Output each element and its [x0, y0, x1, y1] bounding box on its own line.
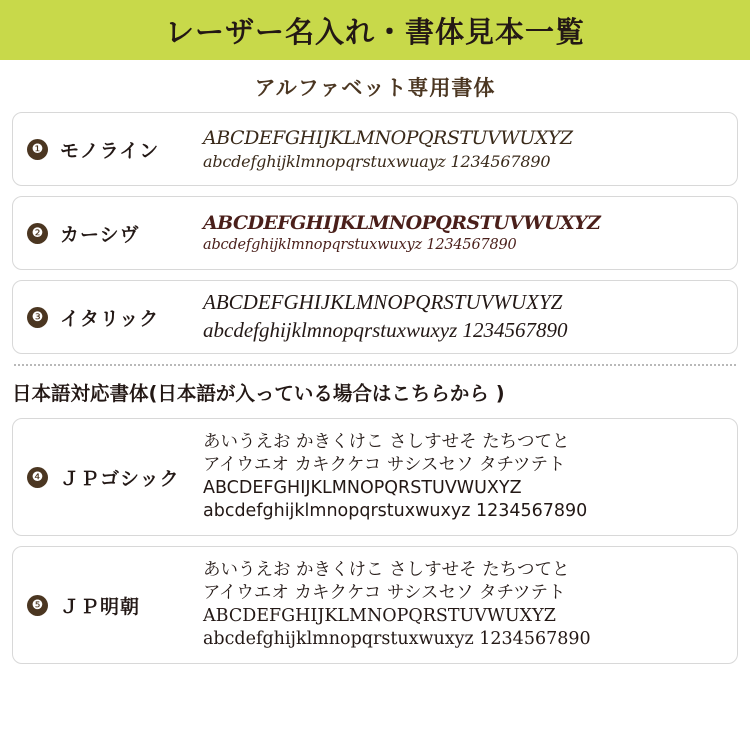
row-label [17, 220, 203, 247]
font-sample [203, 126, 733, 172]
font-name-label: モノライン [60, 139, 160, 162]
section-heading-alphabet: アルファベット専用書体 [254, 76, 496, 100]
font-sample [203, 559, 733, 651]
font-sample [203, 289, 733, 344]
sample-line-lowercase: abcdefghijklmnopqrstuxwuxyz 1234567890 [203, 318, 568, 342]
sample-line-uppercase: ABCDEFGHIJKLMNOPQRSTUVWUXYZ [203, 290, 563, 315]
row-label [17, 304, 203, 331]
font-sample [203, 211, 733, 255]
section-heading-japanese: 日本語対応書体(日本語が入っている場合はこちらから ) [12, 382, 505, 405]
row-label [17, 136, 203, 163]
sample-line-uppercase: ABCDEFGHIJKLMNOPQRSTUVWUXYZ [203, 211, 601, 234]
font-sample [203, 431, 733, 523]
table-row[interactable] [12, 196, 738, 270]
sample-line-hiragana: あいうえお かきくけこ さしすせそ たちつてと [203, 431, 570, 452]
sample-line-lowercase: abcdefghijklmnopqrstuxwuxyz 1234567890 [203, 236, 517, 253]
font-name-label: カーシヴ [60, 223, 140, 246]
number-badge: ❹ [27, 467, 48, 488]
font-row-list-alphabet [0, 112, 750, 354]
sample-line-hiragana: あいうえお かきくけこ さしすせそ たちつてと [203, 559, 570, 580]
sample-line-lowercase: abcdefghijklmnopqrstuxwuxyz 1234567890 [203, 629, 591, 650]
sample-line-uppercase: ABCDEFGHIJKLMNOPQRSTUVWUXYZ [203, 606, 556, 626]
table-row[interactable] [12, 418, 738, 536]
sample-line-lowercase: abcdefghijklmnopqrstuxwuayz 1234567890 [203, 151, 551, 171]
number-badge: ❸ [27, 307, 48, 328]
page-header [0, 0, 750, 60]
font-name-label: ＪＰ明朝 [60, 595, 141, 618]
table-row[interactable] [12, 112, 738, 186]
number-badge: ❺ [27, 595, 48, 616]
number-badge: ❶ [27, 139, 48, 160]
number-badge: ❷ [27, 223, 48, 244]
row-label [17, 464, 203, 491]
row-label [17, 592, 203, 619]
table-row[interactable] [12, 546, 738, 664]
font-row-list-japanese [0, 418, 750, 664]
sample-line-uppercase: ABCDEFGHIJKLMNOPQRSTUVWUXYZ [203, 126, 573, 149]
page-title: レーザー名入れ・書体見本一覧 [164, 14, 585, 49]
sample-line-katakana: アイウエオ カキクケコ サシスセソ タチツテト [203, 582, 566, 603]
sample-line-uppercase: ABCDEFGHIJKLMNOPQRSTUVWUXYZ [203, 478, 522, 498]
font-name-label: ＪＰゴシック [60, 467, 180, 490]
font-name-label: イタリック [60, 307, 160, 330]
sample-line-lowercase: abcdefghijklmnopqrstuxwuxyz 1234567890 [203, 501, 588, 522]
table-row[interactable] [12, 280, 738, 354]
sample-line-katakana: アイウエオ カキクケコ サシスセソ タチツテト [203, 454, 566, 475]
